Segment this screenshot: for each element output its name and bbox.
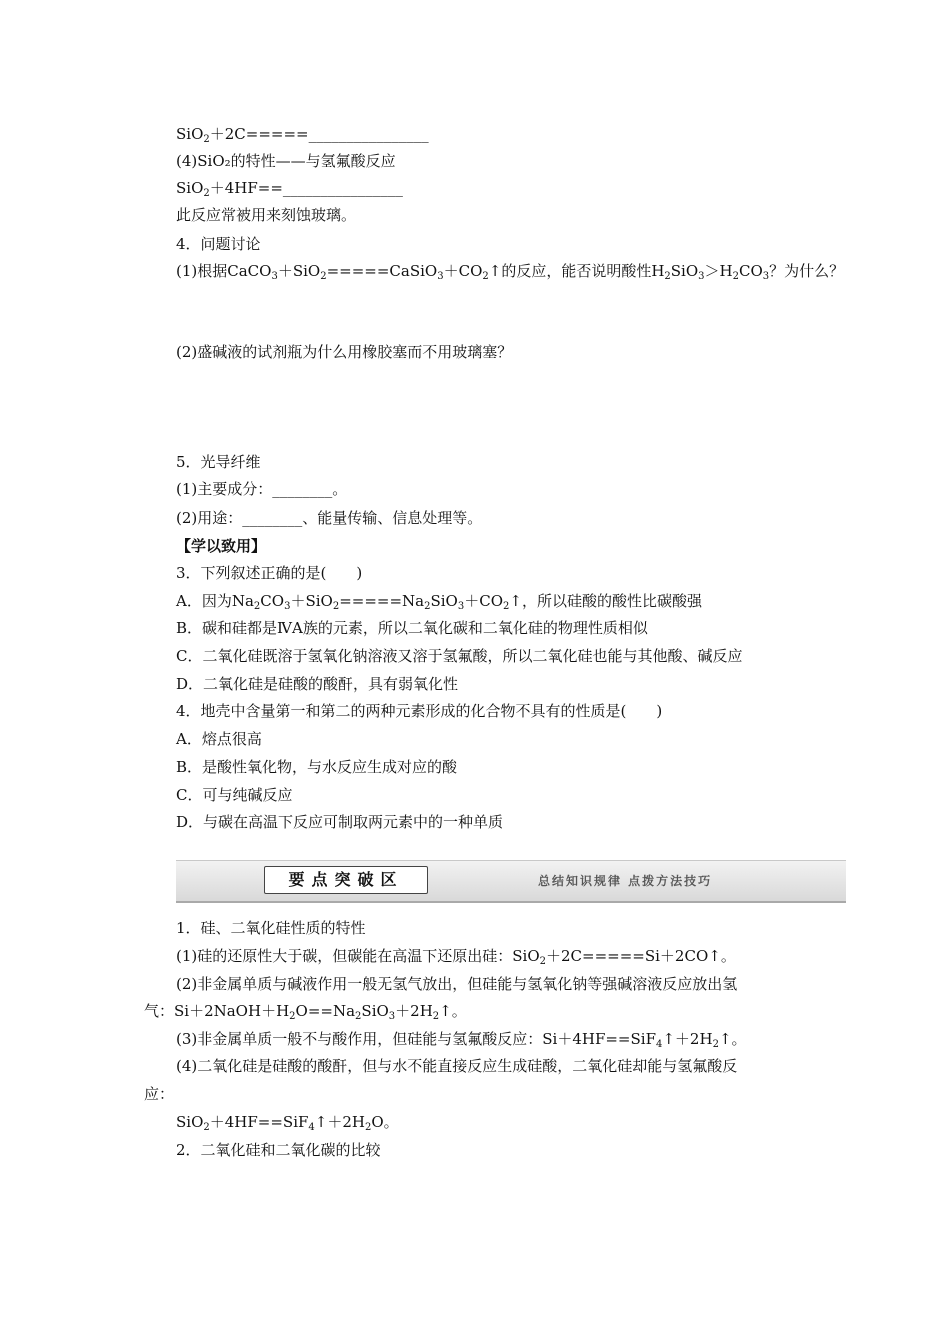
question-3-option-c: C．二氧化硅既溶于氢氧化钠溶液又溶于氢氟酸，所以二氧化硅也能与其他酸、碱反应 bbox=[176, 647, 743, 665]
apply-learning-heading: 【学以致用】 bbox=[176, 537, 267, 555]
question-4-option-b: B．是酸性氧化物，与水反应生成对应的酸 bbox=[176, 758, 458, 776]
question-4-option-d: D．与碳在高温下反应可制取两元素中的一种单质 bbox=[176, 813, 504, 831]
key-point-1-item-4-line-1: (4)二氧化硅是硅酸的酸酐，但与水不能直接反应生成硅酸，二氧化硅却能与氢氟酸反 bbox=[176, 1057, 738, 1075]
section-4-heading: 4．问题讨论 bbox=[176, 235, 261, 253]
banner-subtitle: 总结知识规律 点拨方法技巧 bbox=[538, 874, 713, 888]
question-3-option-d: D．二氧化硅是硅酸的酸酐，具有弱氧化性 bbox=[176, 675, 459, 693]
key-point-1-item-4-line-2: 应： bbox=[144, 1085, 175, 1103]
section-banner bbox=[176, 860, 846, 903]
fiber-usage-blank: (2)用途：________、能量传输、信息处理等。 bbox=[176, 509, 483, 527]
discussion-question-2: (2)盛碱液的试剂瓶为什么用橡胶塞而不用玻璃塞？ bbox=[176, 343, 513, 361]
glass-etching-note: 此反应常被用来刻蚀玻璃。 bbox=[176, 206, 357, 224]
key-point-1-item-2-line-2: 气：$Si+2NaOH+H_2O==Na_2SiO_3+2H_2↑$。 bbox=[144, 1002, 467, 1022]
question-4-option-c: C．可与纯碱反应 bbox=[176, 786, 293, 804]
question-4-option-a: A．熔点很高 bbox=[176, 730, 262, 748]
equation-sio2-carbon-blank: SiO$_2$＋2C=====________________ bbox=[176, 125, 429, 145]
fiber-composition-blank: (1)主要成分：________。 bbox=[176, 480, 348, 498]
key-point-1-equation: $SiO_2+4HF==SiF_4↑+2H_2O$。 bbox=[176, 1113, 399, 1133]
question-3-option-b: B．碳和硅都是ⅣA族的元素，所以二氧化碳和二氧化硅的物理性质相似 bbox=[176, 619, 648, 637]
section-5-heading: 5．光导纤维 bbox=[176, 453, 261, 471]
key-point-1-item-3: (3)非金属单质一般不与酸作用，但硅能与氢氟酸反应：$Si+4HF==SiF_4↑+2H_2↑$。 bbox=[176, 1030, 747, 1050]
key-point-2-heading: 2．二氧化硅和二氧化碳的比较 bbox=[176, 1141, 381, 1159]
sio2-hf-heading: (4)SiO₂的特性——与氢氟酸反应 bbox=[176, 152, 396, 170]
key-point-1-item-2-line-1: (2)非金属单质与碱液作用一般无氢气放出，但硅能与氢氧化钠等强碱溶液反应放出氢 bbox=[176, 975, 738, 993]
question-3-option-a: A．因为$Na_2CO_3+SiO_2=====Na_2SiO_3+CO_2↑$，所以硅酸的酸性比碳酸强 bbox=[176, 592, 702, 612]
key-point-1-heading: 1．硅、二氧化硅性质的特性 bbox=[176, 919, 366, 937]
discussion-question-1: (1)根据$CaCO_3+SiO_2=====CaSiO_3+CO_2↑$的反应，能否说明酸性$H_2SiO_3>H_2CO_3$？为什么？ bbox=[176, 262, 845, 282]
banner-title: 要点突破区 bbox=[264, 866, 428, 894]
equation-sio2-hf-blank: SiO$_2$＋4HF==________________ bbox=[176, 179, 403, 199]
question-3-stem: 3．下列叙述正确的是( ) bbox=[176, 564, 363, 582]
question-4-stem: 4．地壳中含量第一和第二的两种元素形成的化合物不具有的性质是( ) bbox=[176, 702, 663, 720]
key-point-1-item-1: (1)硅的还原性大于碳，但碳能在高温下还原出硅：SiO$_2$＋2C=====Si＋2CO↑。 bbox=[176, 947, 736, 967]
